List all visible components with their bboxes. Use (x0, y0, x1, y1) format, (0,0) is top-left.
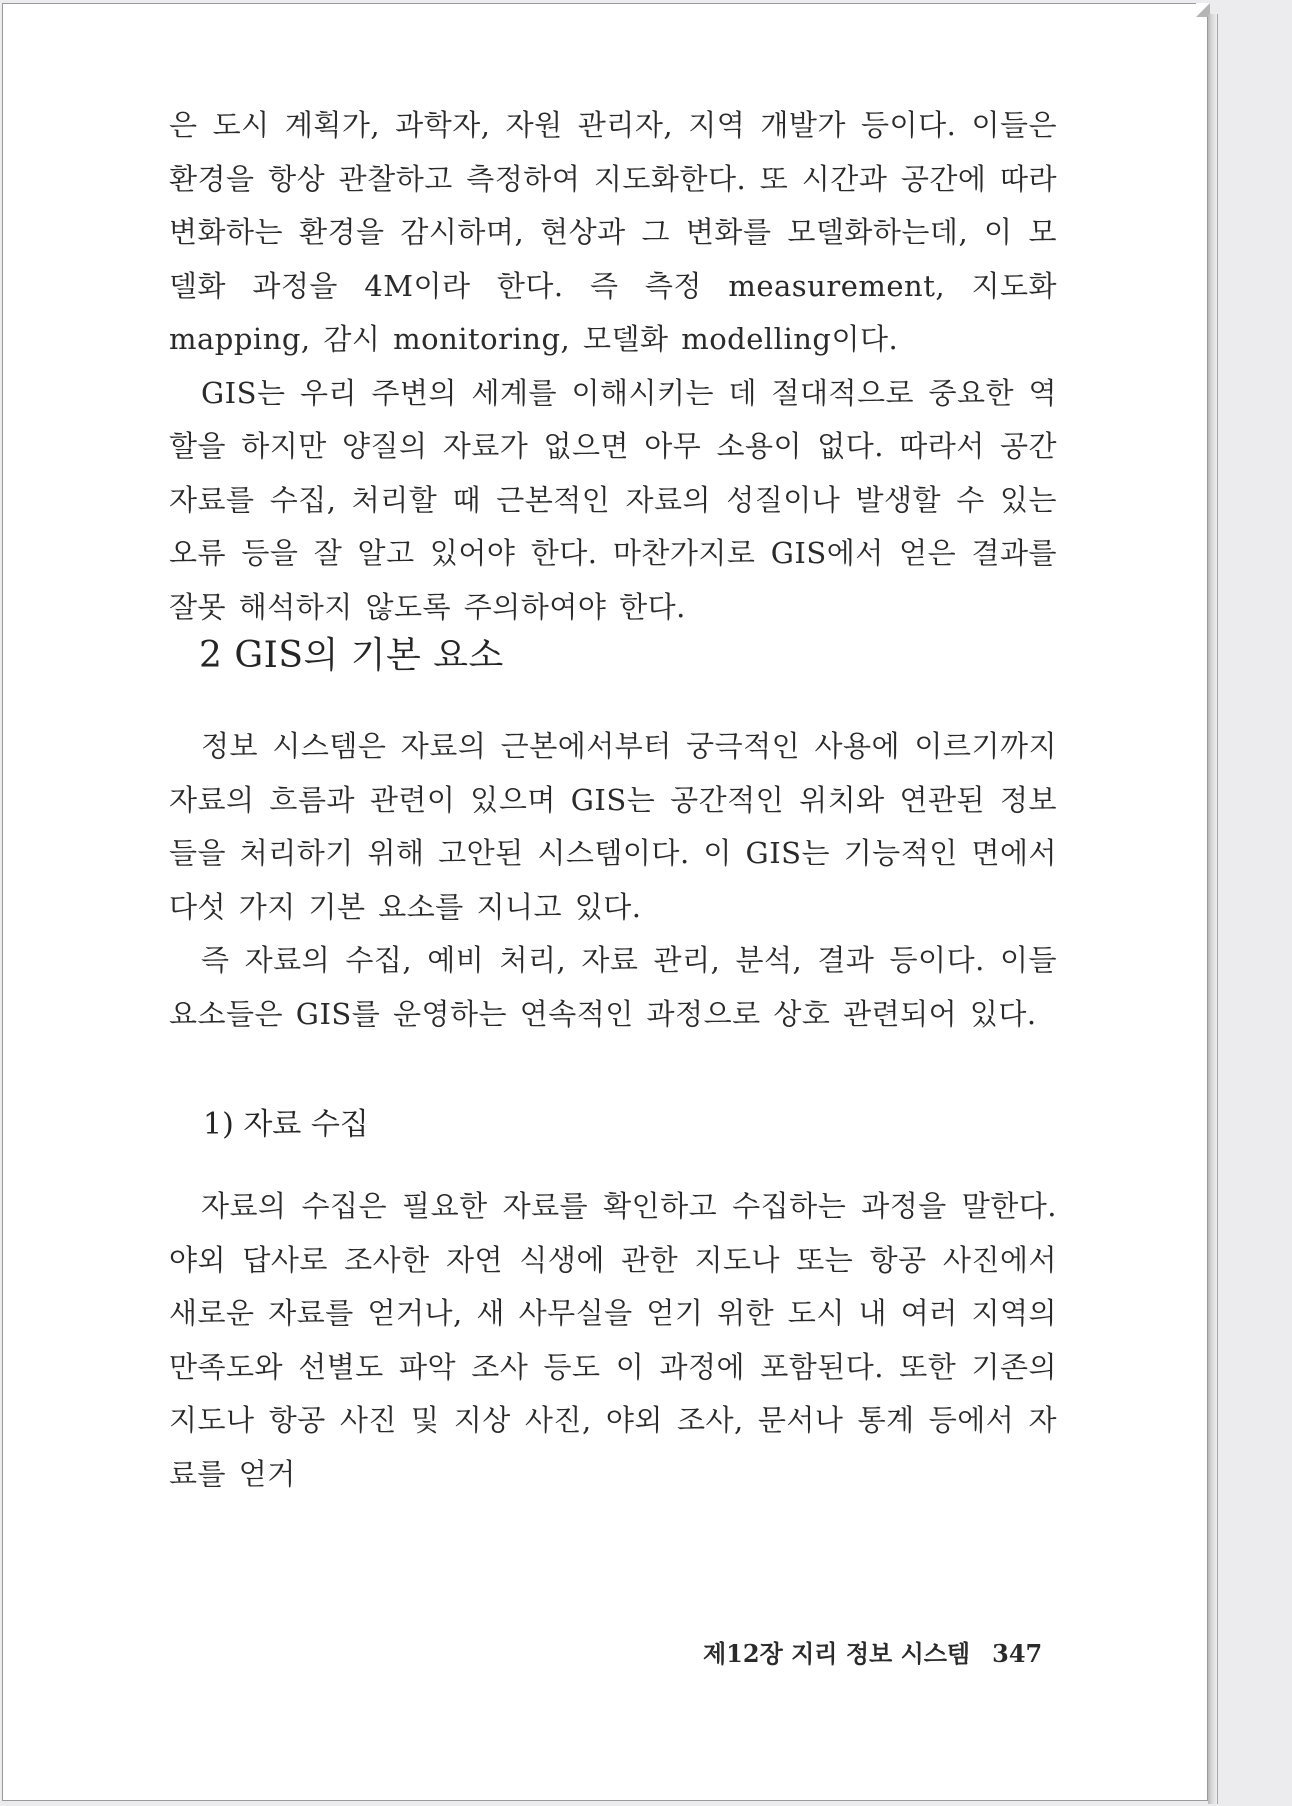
paragraph-five-components: 즉 자료의 수집, 예비 처리, 자료 관리, 분석, 결과 등이다. 이들 요소들은 GIS를 운영하는 연속적인 과정으로 상호 관련되어 있다. (169, 943, 1057, 1031)
page-number: 347 (992, 1639, 1043, 1668)
section-block (169, 720, 1057, 1041)
section-heading: 2 GIS의 기본 요소 (199, 635, 504, 676)
paragraph-information-system: 정보 시스템은 자료의 근본에서부터 궁극적인 사용에 이르기까지 자료의 흐름과 관련이 있으며 GIS는 공간적인 위치와 연관된 정보들을 처리하기 위해 고안된 시스템이다. 이 GIS는 기능적인 면에서 다섯 가지 기본 요소를 지니고 있다. (169, 729, 1057, 924)
paragraph-4m: 은 도시 계획가, 과학자, 자원 관리자, 지역 개발가 등이다. 이들은 환경을 항상 관찰하고 측정하여 지도화한다. 또 시간과 공간에 따라 변화하는 환경을 감시하며, 현상과 그 변화를 모델화하는데, 이 모델화 과정을 4M이라 한다. 즉 측정 measurement, 지도화 mapping, 감시 monitoring, 모델화 modelling이다. (169, 108, 1057, 356)
paragraph-gis-data-quality: GIS는 우리 주변의 세계를 이해시키는 데 절대적으로 중요한 역할을 하지만 양질의 자료가 없으면 아무 소용이 없다. 따라서 공간 자료를 수집, 처리할 때 근본적인 자료의 성질이나 발생할 수 있는 오류 등을 잘 알고 있어야 한다. 마찬가지로 GIS에서 얻은 결과를 잘못 해석하지 않도록 주의하여야 한다. (169, 375, 1057, 624)
paragraph-data-collection: 자료의 수집은 필요한 자료를 확인하고 수집하는 과정을 말한다. 야외 답사로 조사한 자연 식생에 관한 지도나 또는 항공 사진에서 새로운 자료를 얻거나, 새 사무실을 얻기 위한 도시 내 여러 지역의 만족도와 선별도 파악 조사 등도 이 과정에 포함된다. 또한 기존의 지도나 항공 사진 및 지상 사진, 야외 조사, 문서나 통계 등에서 자료를 얻거 (169, 1189, 1057, 1491)
subsection-block (169, 1180, 1057, 1501)
page-stack-edge (1208, 14, 1218, 1804)
book-page (2, 3, 1208, 1801)
page-footer (703, 1634, 1043, 1669)
intro-block (169, 99, 1057, 634)
running-chapter-title: 제12장 지리 정보 시스템 (703, 1639, 971, 1668)
subsection-heading: 1) 자료 수집 (203, 1107, 369, 1142)
